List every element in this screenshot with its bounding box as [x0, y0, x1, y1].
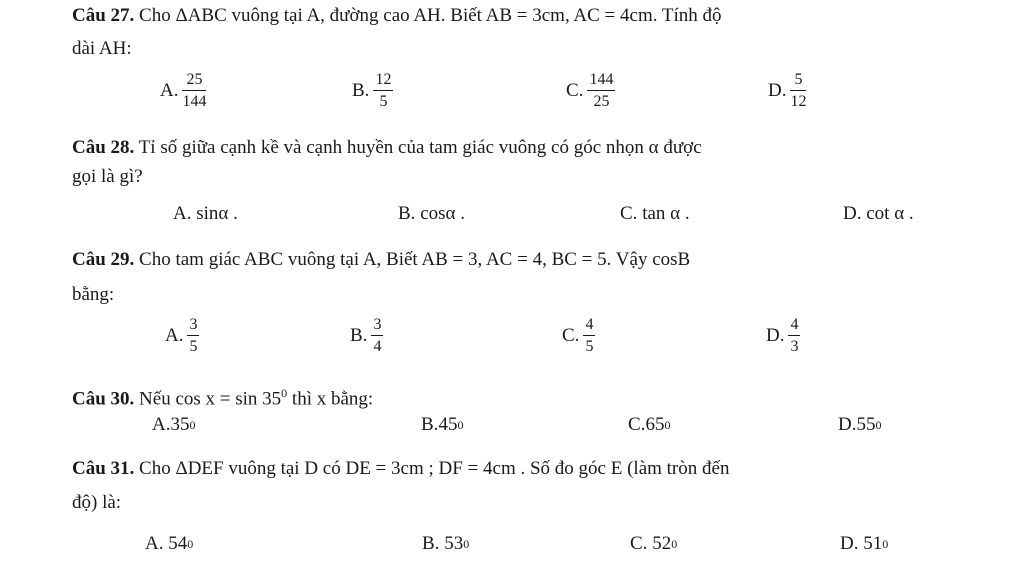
option-text: sinα .: [196, 203, 238, 224]
q27-option-b[interactable]: [352, 72, 393, 110]
question-31-label: Câu 31.: [72, 458, 135, 479]
q27-option-c[interactable]: [566, 72, 615, 110]
q28-option-c[interactable]: [620, 203, 690, 225]
question-29-line1: [72, 248, 690, 272]
option-value: 55: [856, 414, 876, 435]
q30-option-d[interactable]: [838, 414, 881, 436]
question-28-text: Tỉ số giữa cạnh kề và cạnh huyền của tam giác vuông có góc nhọn α được: [134, 137, 702, 158]
q30-option-c[interactable]: [628, 414, 670, 436]
option-letter: B.: [422, 533, 440, 554]
option-letter: D.: [838, 414, 857, 435]
q27-option-a[interactable]: [160, 72, 206, 110]
question-27-label: Câu 27.: [72, 5, 135, 26]
fraction: $\frac{3}{5}$: [189, 316, 198, 355]
option-letter: A.: [145, 533, 164, 554]
option-letter: B.: [350, 325, 368, 346]
q30-option-b[interactable]: [421, 414, 463, 436]
q29-option-b[interactable]: [350, 317, 383, 355]
option-letter: D.: [843, 203, 862, 224]
degree-sup: 0: [189, 417, 196, 432]
degree-sup: 0: [281, 386, 288, 400]
option-text: cot α .: [866, 203, 914, 224]
question-27-text: Cho ΔABC vuông tại A, đường cao AH. Biết AB = 3cm, AC = 4cm. Tính độ: [134, 5, 722, 26]
q31-option-d[interactable]: [840, 533, 888, 555]
option-letter: A.: [173, 203, 192, 224]
degree-sup: 0: [463, 536, 470, 551]
option-text: cosα .: [420, 203, 465, 224]
degree-sup: 0: [875, 417, 882, 432]
question-30-label: Câu 30.: [72, 388, 135, 410]
option-letter: B.: [398, 203, 416, 224]
q31-option-b[interactable]: [422, 533, 469, 555]
q28-option-b[interactable]: [398, 203, 465, 225]
option-letter: B.: [352, 80, 370, 101]
fraction: $\frac{12}{5}$: [375, 71, 392, 110]
q29-option-a[interactable]: [165, 317, 199, 355]
option-value: 52: [652, 533, 672, 554]
question-29-label: Câu 29.: [72, 249, 135, 270]
option-letter: D.: [840, 533, 859, 554]
option-letter: A.: [152, 414, 171, 435]
option-letter: C.: [630, 533, 648, 554]
option-letter: A.: [165, 325, 184, 346]
fraction: $\frac{4}{3}$: [790, 316, 799, 355]
option-text: tan α .: [642, 203, 690, 224]
option-letter: C.: [628, 414, 646, 435]
option-letter: C.: [620, 203, 638, 224]
option-letter: C.: [562, 325, 580, 346]
fraction: $\frac{144}{25}$: [589, 71, 614, 110]
option-value: 54: [168, 533, 188, 554]
degree-sup: 0: [187, 536, 194, 551]
option-letter: C.: [566, 80, 584, 101]
q27-option-d[interactable]: [768, 72, 806, 110]
q28-option-a[interactable]: [173, 203, 238, 225]
question-31-text: Cho ΔDEF vuông tại D có DE = 3cm ; DF = 4cm . Số đo góc E (làm tròn đến: [134, 458, 730, 479]
question-30-text: Nếu cos x = sin 35: [134, 388, 282, 410]
question-31-line2: độ) là:: [72, 492, 122, 513]
degree-sup: 0: [671, 536, 678, 551]
option-letter: D.: [768, 80, 787, 101]
degree-sup: 0: [664, 417, 671, 432]
option-letter: B.: [421, 414, 439, 435]
question-28-label: Câu 28.: [72, 137, 135, 158]
option-value: 51: [863, 533, 883, 554]
q31-option-a[interactable]: [145, 533, 193, 555]
question-30-text-end: thì x bằng:: [287, 388, 374, 410]
option-value: 65: [645, 414, 665, 435]
option-value: 53: [444, 533, 464, 554]
degree-sup: 0: [882, 536, 889, 551]
option-value: 35: [170, 414, 190, 435]
question-29-line2: bằng:: [72, 284, 115, 305]
fraction: $\frac{4}{5}$: [585, 316, 594, 355]
question-27-line2: dài AH:: [72, 38, 132, 59]
fraction: $\frac{5}{12}$: [790, 71, 807, 110]
q30-option-a[interactable]: [152, 414, 195, 436]
question-28-line2: gọi là gì?: [72, 166, 143, 187]
option-letter: A.: [160, 80, 179, 101]
q28-option-d[interactable]: [843, 203, 914, 225]
q31-option-c[interactable]: [630, 533, 677, 555]
question-27-line1: [72, 4, 722, 28]
question-28-line1: [72, 136, 702, 160]
question-30-line1: [72, 381, 373, 411]
fraction: $\frac{3}{4}$: [373, 316, 382, 355]
fraction: $\frac{25}{144}$: [182, 71, 207, 110]
q29-option-d[interactable]: [766, 317, 800, 355]
option-letter: D.: [766, 325, 785, 346]
option-value: 45: [438, 414, 458, 435]
question-31-line1: [72, 457, 729, 481]
degree-sup: 0: [457, 417, 464, 432]
q29-option-c[interactable]: [562, 317, 595, 355]
question-29-text: Cho tam giác ABC vuông tại A, Biết AB = 3, AC = 4, BC = 5. Vậy cosB: [134, 249, 691, 270]
